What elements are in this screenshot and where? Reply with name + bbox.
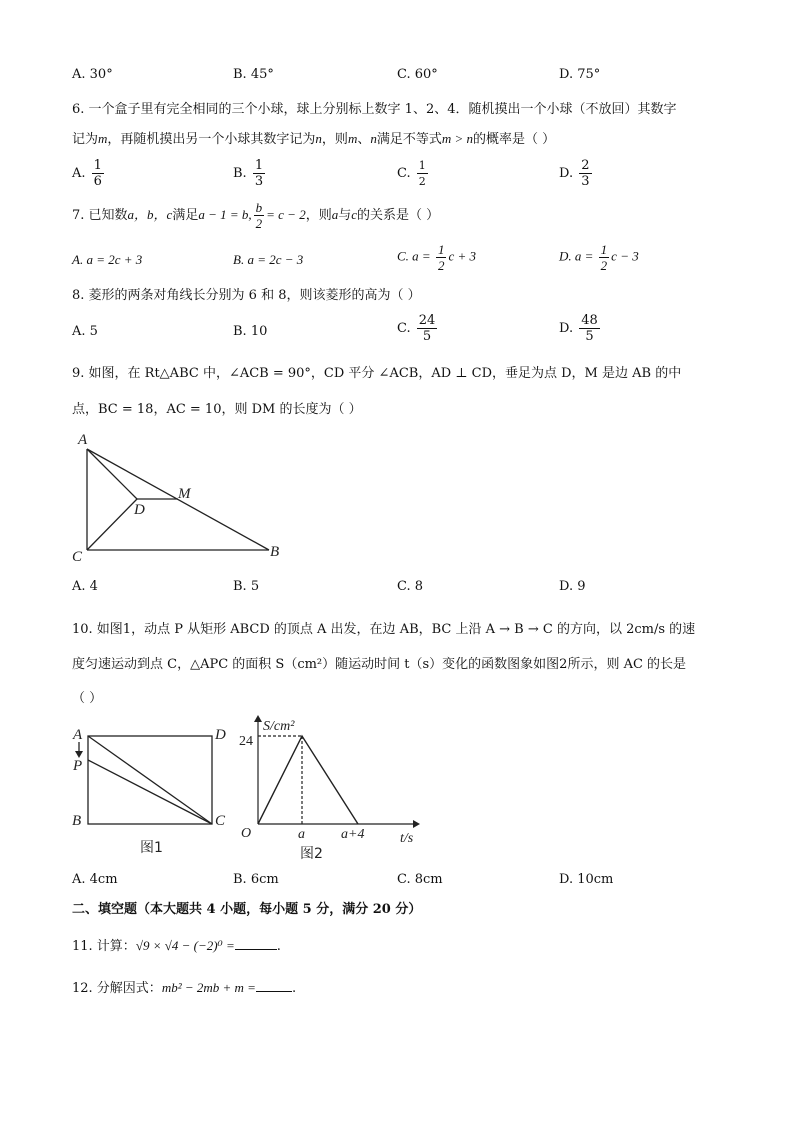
label-a: A <box>73 727 83 743</box>
x-tick-a4: a+4 <box>341 827 365 842</box>
q7-option-c: C. a = $\frac{1}{2}$ c + 3 <box>397 242 476 273</box>
fig2-caption: 图2 <box>300 846 323 862</box>
q5-option-b: B. 45° <box>233 67 274 82</box>
segment-cd <box>87 499 137 550</box>
q7-option-b: B. a = 2c − 3 <box>233 252 304 267</box>
q8-stem: 8. 菱形的两条对角线长分别为 6 和 8，则该菱形的高为（ ） <box>72 288 421 303</box>
q6-line1: 6. 一个盒子里有完全相同的三个小球，球上分别标上数字 1、2、4．随机摸出一个小球（不放回）其数字 <box>72 102 677 117</box>
q5-option-a: A. 30° <box>72 67 113 82</box>
label-b: B <box>270 544 280 560</box>
q10-option-a: A. 4cm <box>72 872 118 887</box>
q8-option-a: A. 5 <box>72 324 98 339</box>
q12-stem: 12. 分解因式：mb² − 2mb + m = . <box>72 980 297 996</box>
fig1-caption: 图1 <box>140 840 163 856</box>
q10-figure1 <box>70 722 240 862</box>
q12-answer-blank[interactable] <box>256 979 292 992</box>
function-graph <box>258 736 358 824</box>
segment-ad <box>87 449 137 499</box>
label-p: P <box>73 758 83 774</box>
x-arrow-icon <box>413 820 420 828</box>
q9-option-c: C. 8 <box>397 579 424 594</box>
origin-label: O <box>241 826 252 841</box>
q10-option-b: B. 6cm <box>233 872 279 887</box>
q10-option-c: C. 8cm <box>397 872 443 887</box>
segment-ac <box>88 736 212 824</box>
section-heading: 二、填空题（本大题共 4 小题，每小题 5 分，满分 20 分） <box>72 902 422 917</box>
q10-figure2 <box>233 712 423 862</box>
q8-option-b: B. 10 <box>233 324 268 339</box>
q11-stem: 11. 计算：√9 × √4 − (−2)⁰ = . <box>72 938 281 954</box>
label-d: D <box>215 727 226 743</box>
label-c: C <box>215 813 226 829</box>
q6-option-b: B. $\frac{1}{3}$ <box>233 158 264 189</box>
q11-answer-blank[interactable] <box>235 937 277 950</box>
q8-option-d: D. $\frac{48}{5}$ <box>559 313 598 344</box>
q9-line2: 点，BC = 18，AC = 10，则 DM 的长度为（ ） <box>72 402 362 417</box>
q6-line2: 记为m，再随机摸出另一个小球其数字记为n，则m、n满足不等式m > n的概率是（ ） <box>72 131 556 147</box>
y-tick-24: 24 <box>239 734 253 749</box>
q9-line1: 9. 如图，在 Rt△ABC 中，∠ACB = 90°，CD 平分 ∠ACB，AD ⊥ CD，垂足为点 D，M 是边 AB 的中 <box>72 366 682 381</box>
label-m: M <box>178 486 191 502</box>
q10-line2: 度匀速运动到点 C，△APC 的面积 S（cm²）随运动时间 t（s）变化的函数图象如图2所示，则 AC 的长是 <box>72 657 687 672</box>
x-axis-label: t/s <box>400 831 414 846</box>
label-c: C <box>72 549 83 563</box>
q7-stem: 7. 已知数a，b，c满足a − 1 = b, $\frac{b}{2}$ = c − 2，则a与c的关系是（ ） <box>72 200 440 231</box>
q9-figure <box>70 428 295 563</box>
q9-option-a: A. 4 <box>72 579 98 594</box>
q9-option-b: B. 5 <box>233 579 260 594</box>
q10-option-d: D. 10cm <box>559 872 614 887</box>
q10-line1: 10. 如图1，动点 P 从矩形 ABCD 的顶点 A 出发，在边 AB，BC 上沿 A → B → C 的方向，以 2cm/s 的速 <box>72 622 696 637</box>
q9-option-d: D. 9 <box>559 579 586 594</box>
arrow-icon <box>75 742 83 758</box>
label-a: A <box>78 432 88 448</box>
q10-line3: （ ） <box>72 691 103 706</box>
y-axis-label: S/cm² <box>263 719 295 734</box>
y-arrow-icon <box>254 715 262 722</box>
q7-option-a: A. a = 2c + 3 <box>72 252 143 267</box>
q6-option-c: C. $\frac{1}{2}$ <box>397 159 426 188</box>
q5-option-c: C. 60° <box>397 67 438 82</box>
x-tick-a: a <box>298 827 305 842</box>
q5-option-d: D. 75° <box>559 67 601 82</box>
label-d: D <box>134 502 145 518</box>
segment-pc <box>88 760 212 824</box>
q6-option-d: D. $\frac{2}{3}$ <box>559 158 590 189</box>
label-b: B <box>72 813 82 829</box>
q8-option-c: C. $\frac{24}{5}$ <box>397 313 436 344</box>
q7-option-d: D. a = $\frac{1}{2}$ c − 3 <box>559 242 639 273</box>
q6-option-a: A. $\frac{1}{6}$ <box>72 158 102 189</box>
